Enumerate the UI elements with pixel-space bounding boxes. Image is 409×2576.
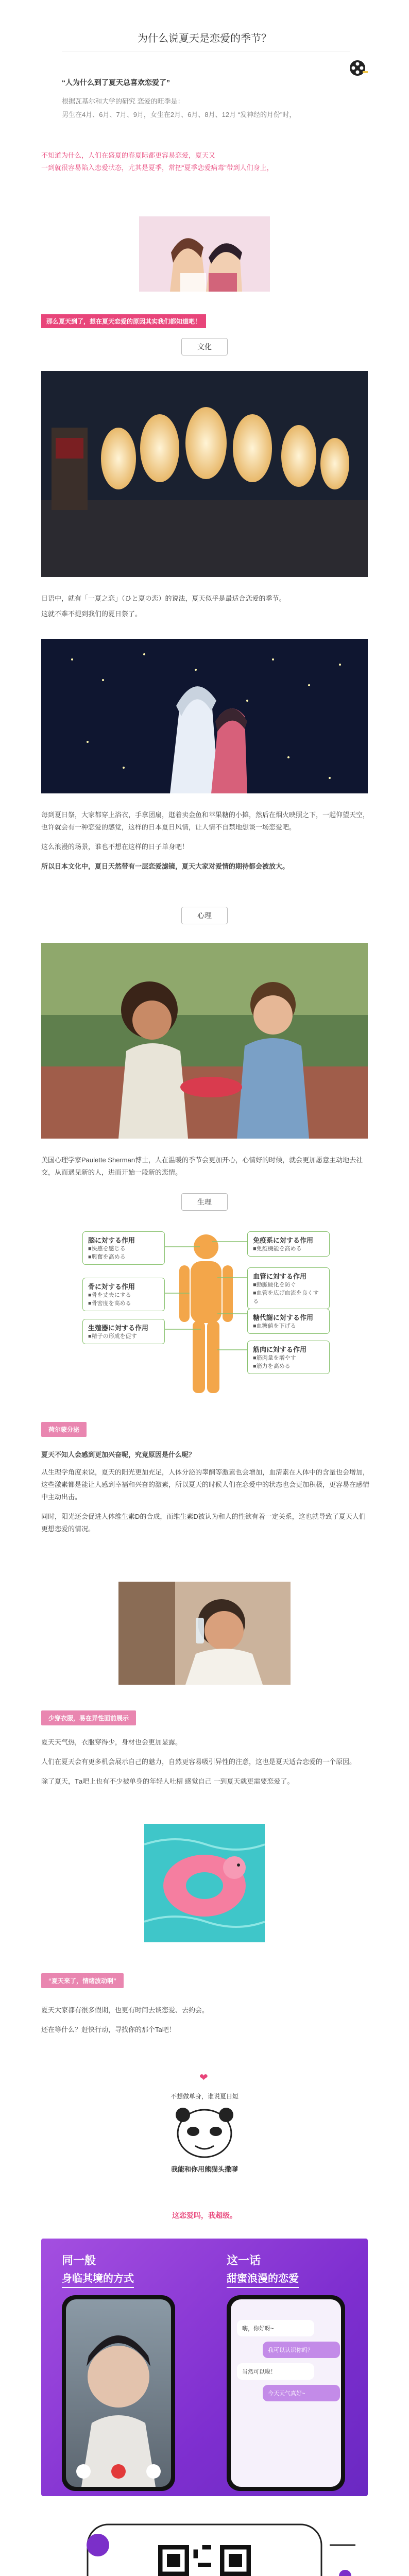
physiology-text-2	[41, 1736, 371, 1788]
section-badge-physiology	[181, 1193, 228, 1211]
man-drinking-image	[118, 1582, 291, 1685]
diagram-box-item: ■筋肉量を増やす	[253, 1355, 296, 1361]
paragraph: 这就不难不提到我们的夏日祭了。	[41, 610, 142, 618]
film-reel-icon	[347, 58, 368, 78]
diagram-box-item: ■動脈硬化を防ぐ	[253, 1282, 296, 1288]
paragraph: 除了夏天，Tа吧上也有不少被单身的年轻人吐槽 感觉自己 一到夏天就更需要恋爱了。	[41, 1777, 294, 1785]
hangup-icon[interactable]	[111, 2464, 126, 2479]
diagram-box-item: ■筋力を高める	[253, 1363, 291, 1369]
diagram-box-item: ■骨を丈夫にする	[88, 1292, 131, 1298]
physiology-text-3	[41, 2004, 371, 2036]
heart-icon: ❤	[199, 2072, 208, 2083]
diagram-box-item: ■精子の形成を促す	[88, 1333, 137, 1340]
quote-text: 根据瓦基尔和大学的研究 恋爱的旺季是：	[62, 97, 184, 105]
section-label: 文化	[197, 343, 212, 351]
anime-couple-image	[139, 216, 270, 292]
paragraph: 还在等什么？赶快行动，寻找你的那个Ta吧！	[41, 2026, 176, 2033]
diagram-box-title: 筋肉に対する作用	[253, 1346, 307, 1353]
paragraph: 夏天天气热，衣服穿得少，身材也会更加显露。	[41, 1738, 182, 1746]
lantern-street-image	[41, 371, 368, 577]
call-controls	[66, 2464, 171, 2479]
section-tag: “夏天来了，情绪波动啊”	[41, 1973, 124, 1988]
promo-title: 同一般	[62, 2254, 96, 2267]
promo-subtitle: 身临其境的方式	[62, 2270, 134, 2288]
couple-park-image	[41, 943, 368, 1139]
promo-title: 这一话	[227, 2254, 261, 2267]
diagram-box-item: ■骨密度を高める	[88, 1300, 131, 1307]
paragraph: 这么浪漫的场景，谁也不想在这样的日子单身吧！	[41, 843, 189, 851]
culture-text-1	[41, 592, 371, 620]
camera-icon[interactable]	[146, 2464, 161, 2479]
section-tag: 少穿衣服，易在异性面前展示	[41, 1710, 136, 1725]
hormone-body-diagram	[82, 1226, 330, 1396]
video-call-screen	[66, 2299, 171, 2487]
panda-face-icon	[174, 2104, 235, 2160]
sticker-caption: 我能和你用熊猫头撒嗲	[171, 2165, 238, 2173]
paragraph: 夏天大家都有很多假期，也更有时间去谈恋爱、去约会。	[41, 2006, 209, 2014]
diagram-box-blood-vessel	[247, 1267, 330, 1309]
diagram-box-glucose	[247, 1309, 330, 1334]
quote-text: 男生在4月、6月、7月、9月，女生在2月、6月、8月、12月 “发神经的月份”时，	[62, 111, 296, 118]
section-badge-culture	[181, 338, 228, 355]
diagram-box-item: ■免疫機能を高める	[253, 1246, 302, 1252]
cta-text: 这恋爱吗，我超级。	[172, 2211, 237, 2219]
phone-mockup-video	[62, 2295, 175, 2491]
paragraph: 同时，阳光还会促进人体维生素D的合成，而维生素D被认为和人的性欲有着一定关系，这也就导致了夏天人们更想恋爱的情况。	[41, 1513, 366, 1533]
section-label: 心理	[197, 911, 212, 920]
chat-bubble: 当然可以啦！	[237, 2363, 314, 2380]
phone-mockup-chat	[227, 2295, 345, 2491]
diagram-box-reproductive	[82, 1319, 165, 1344]
promo-subtitle: 甜蜜浪漫的恋爱	[227, 2270, 299, 2288]
psychology-text	[41, 1154, 371, 1179]
quote-line: “人为什么到了夏天总喜欢恋爱了”	[62, 78, 170, 87]
intro-text: 不知道为什么，人们在盛夏的春夏际都更容易恋爱，夏天	[41, 151, 209, 159]
sticker-caption: 不想做单身，谁说夏日短	[170, 2093, 238, 2100]
mute-icon[interactable]	[76, 2464, 91, 2479]
fireflies-anime-image	[41, 639, 368, 793]
paragraph-emphasis: 夏天不知人会感到更加兴奋呢，究竟原因是什么呢？	[41, 1451, 196, 1459]
paragraph: 日语中，就有「一夏之恋」（ひと夏の恋）的说法，夏天似乎是最适合恋爱的季节。	[41, 595, 286, 602]
promo-left-heading	[62, 2252, 134, 2288]
diagram-box-item: ■快感を感じる	[88, 1246, 126, 1252]
paragraph-emphasis: 所以日本文化中，夏日天然带有一层恋爱滤镜，夏天大家对爱情的期待都会被放大。	[41, 862, 289, 870]
pool-float-image	[144, 1824, 265, 1942]
diagram-box-title: 脳に対する作用	[88, 1236, 135, 1244]
app-promo-banner	[41, 2239, 368, 2496]
chat-screen	[231, 2299, 341, 2487]
promo-right-heading	[227, 2252, 299, 2288]
diagram-box-brain	[82, 1231, 165, 1265]
download-qr-section	[41, 2514, 368, 2576]
diagram-box-title: 免疫系に対する作用	[253, 1236, 314, 1244]
intro-text: 一到就很容易陷入恋爱状态，尤其是夏季，常把“夏季恋爱病毒”带到人们身上，	[41, 164, 274, 172]
chat-bubble: 今天天气真好~	[263, 2385, 340, 2401]
intro	[41, 149, 371, 174]
diagram-box-title: 糖代謝に対する作用	[253, 1314, 314, 1321]
paragraph: 美国心理学家Paulette Sherman博士，人在温暖的季节会更加开心，心情好的时候，就会更加愿意主动地去社交，从而遇见新的人，进而开始一段新的恋情。	[41, 1156, 363, 1176]
diagram-box-title: 生殖器に対する作用	[88, 1324, 149, 1332]
diagram-box-immune	[247, 1231, 330, 1257]
paragraph: 从生理学角度来说，夏天的阳光更加充足，人体分泌的睾酮等激素也会增加，血清素在人体中的含量也会增加，这些激素都是能让人感到幸福和兴奋的激素，所以夏天的时候人们在恋爱中的状态也会更加积极，更容易在感情中主动出击。	[41, 1468, 370, 1501]
section-label: 生理	[197, 1198, 212, 1206]
diagram-box-muscle	[247, 1341, 330, 1374]
chat-bubble: 嗨，你好呀~	[237, 2320, 314, 2336]
paragraph: 人们在夏天会有更多机会展示自己的魅力，自然更容易吸引异性的注意，这也是夏天适合恋爱的一个原因。	[41, 1758, 356, 1766]
intro-text: 又	[209, 151, 216, 159]
download-qr-code[interactable]	[158, 2545, 251, 2576]
panda-sticker	[155, 2092, 254, 2174]
diagram-box-item: ■血糖値を下げる	[253, 1323, 296, 1329]
callout-banner: 那么夏天到了，想在夏天恋爱的原因其实我们都知道吧！	[41, 314, 206, 328]
diagram-box-item: ■血管を広げ血流を良くする	[253, 1290, 319, 1304]
section-badge-psychology	[181, 907, 228, 924]
culture-text-2	[41, 809, 371, 873]
paragraph: 每到夏日祭，大家都穿上浴衣，手拿团扇，逛着卖金鱼和苹果糖的小摊，然后在烟火映照之下，一起仰望天空，也许就会有一种恋爱的感觉，这样的日本夏日风情，让人情不自禁地想谈一场恋爱吧。	[41, 811, 370, 831]
chat-bubble: 我可以认识你吗？	[263, 2342, 340, 2358]
quote-box	[62, 77, 350, 122]
diagram-box-bone	[82, 1278, 165, 1311]
diagram-box-title: 骨に対する作用	[88, 1283, 135, 1291]
section-tag: 荷尔蒙分泌	[41, 1422, 87, 1437]
page-title: 为什么说夏天是恋爱的季节？	[138, 33, 271, 44]
diagram-box-title: 血管に対する作用	[253, 1273, 307, 1280]
diagram-box-item: ■興奮を高める	[88, 1254, 126, 1260]
physiology-text-1	[41, 1449, 371, 1535]
